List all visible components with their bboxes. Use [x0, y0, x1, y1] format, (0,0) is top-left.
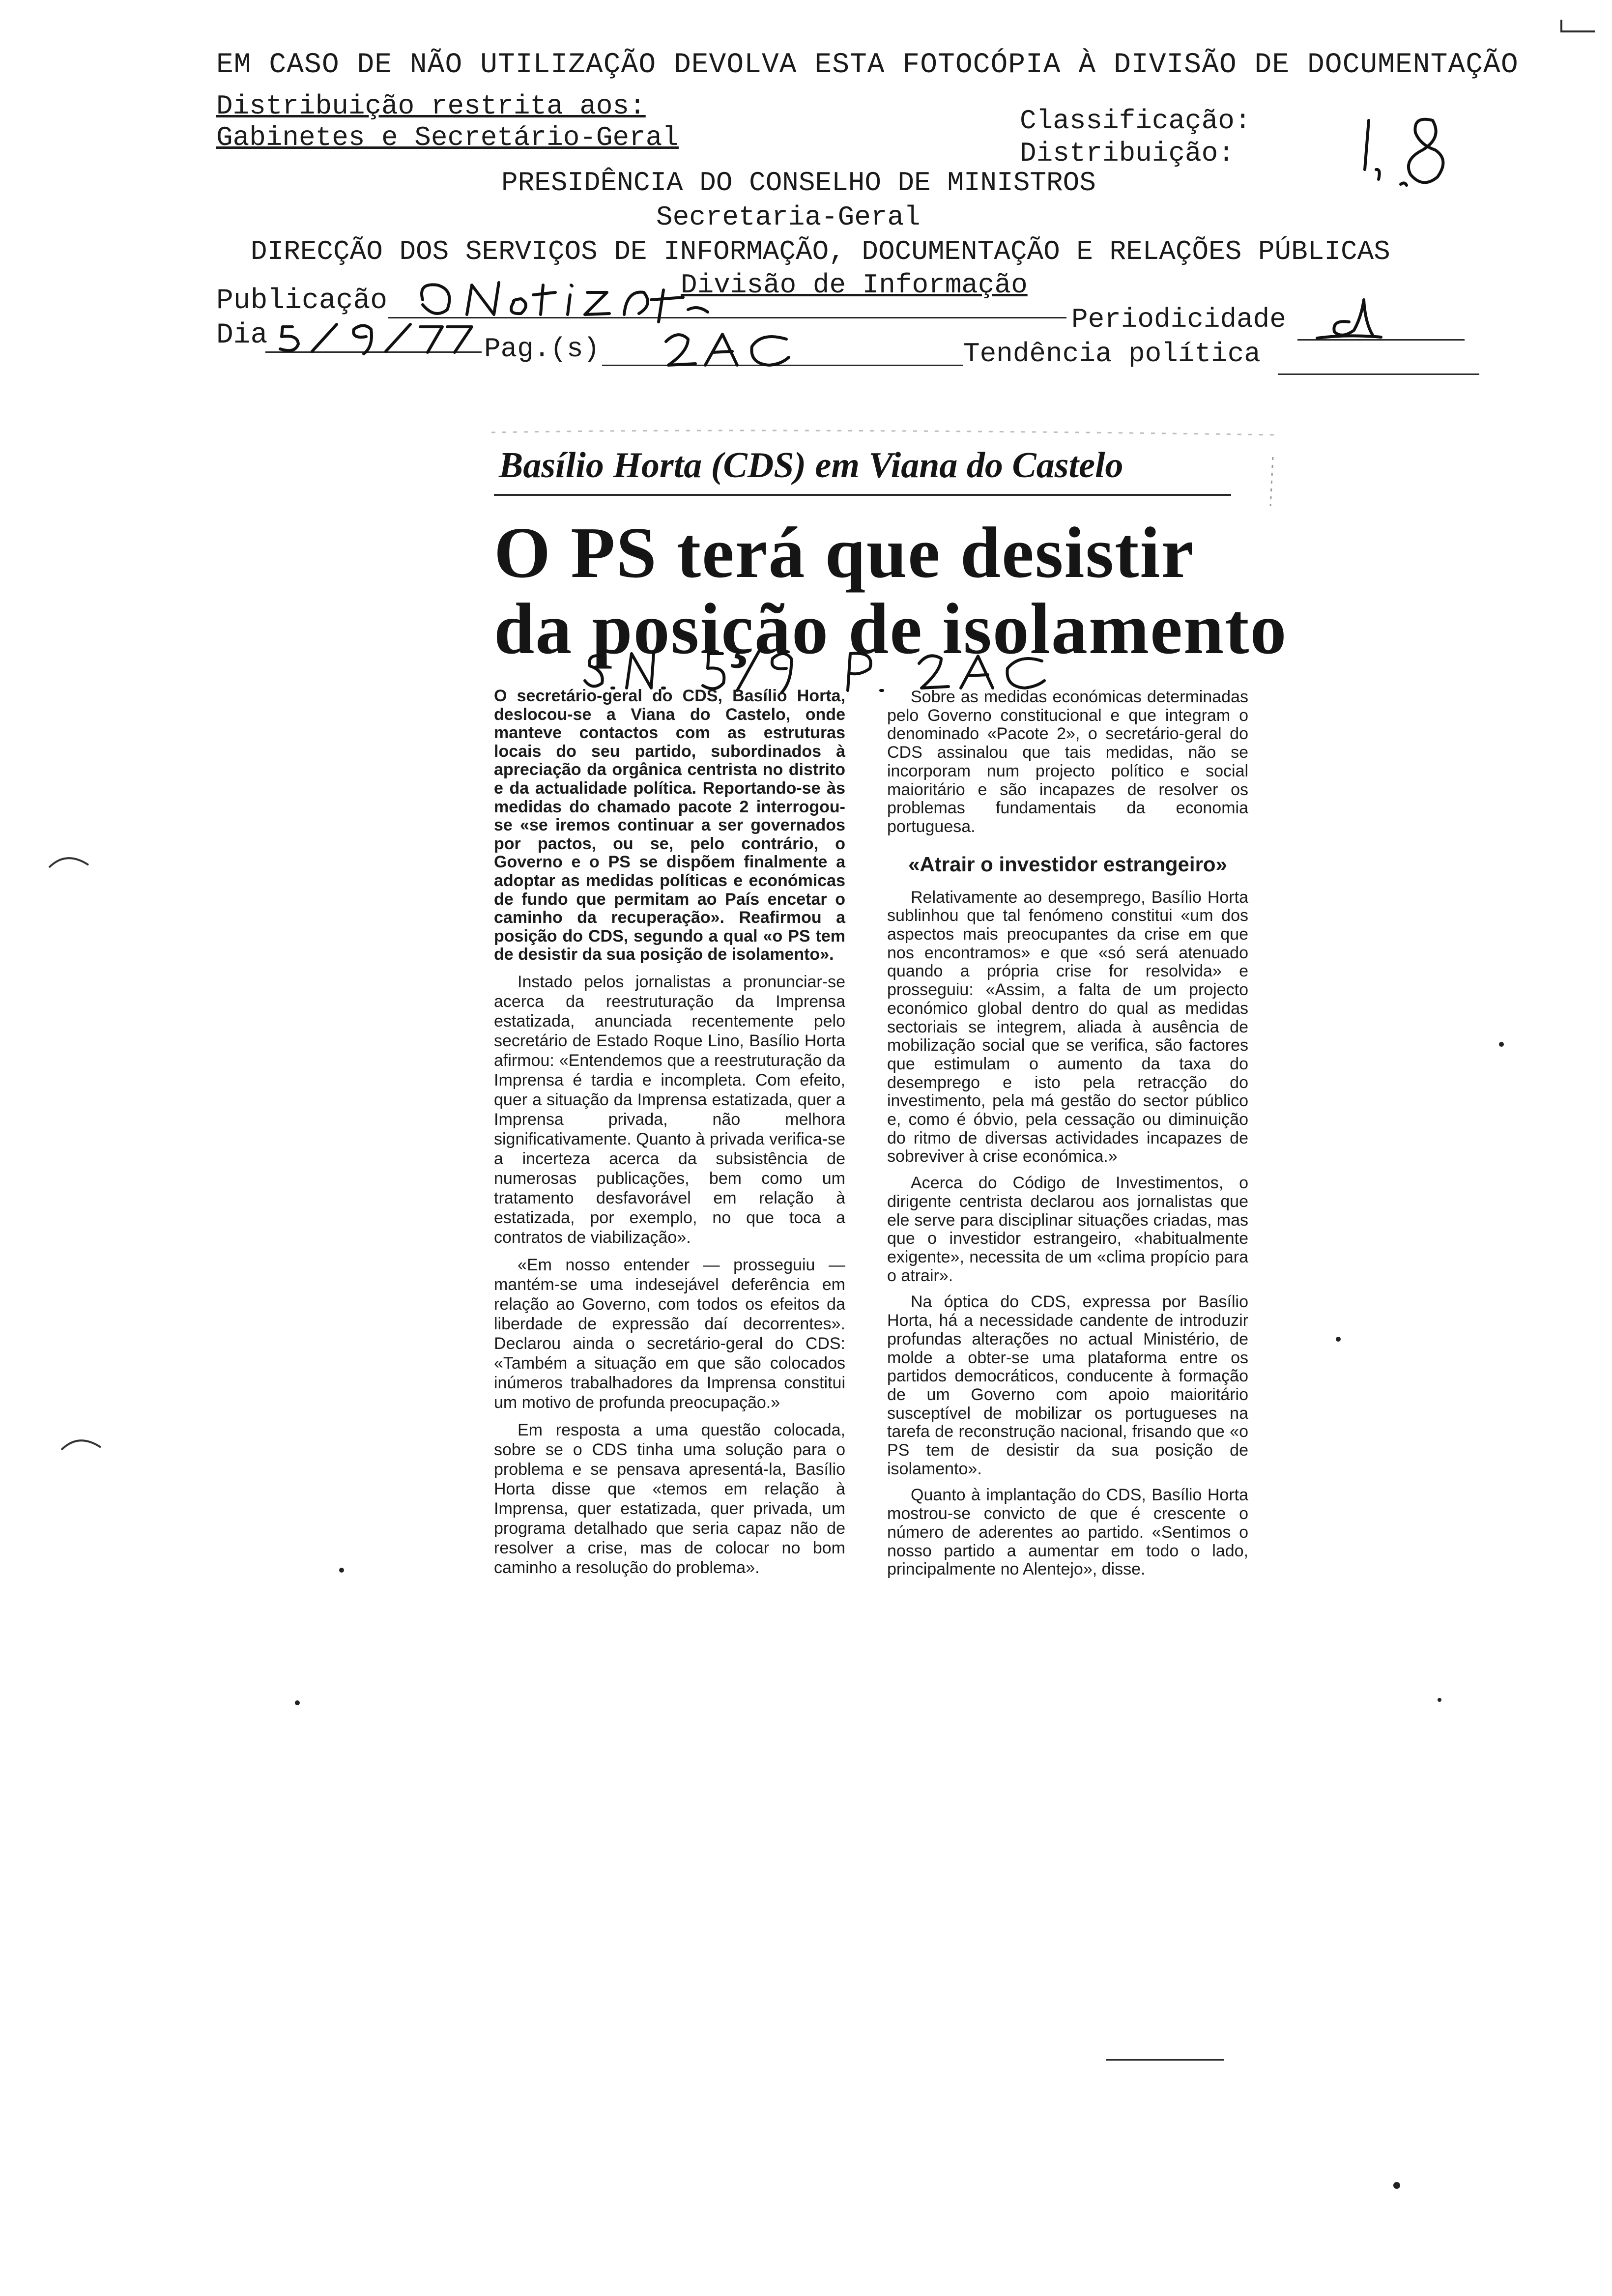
distribution-value-handwritten [1354, 111, 1457, 197]
day-value-handwritten [273, 317, 479, 359]
article-headline-line1: O PS terá que desistir [494, 513, 1195, 593]
article-headline-line2: da posição de isolamento [494, 589, 1288, 669]
article-paragraph: Sobre as medidas económicas determinadas pelo Governo constitucional e que integram o denominado «Pacote 2», o secretário-geral do CDS assinalou que tais medidas, não se incorporam num projecto político e social maioritário e são incapazes de resolver os problemas fundamentais da economia portuguesa. [887, 688, 1248, 836]
kicker-rule [494, 494, 1231, 496]
article-paragraph: Relativamente ao desemprego, Basílio Horta sublinhou que tal fenómeno constitui «um dos aspectos mais preocupantes da crise em que nos encontramos» e que «só será atenuado quando a própria crise for resolvida» e prosseguiu: «Assim, a falta de um projecto económico global dentro do qual as medidas sectoriais se integrem, aliada à ausência de mobilização social que se verifica, são factores que estimulam o aumento da taxa do desemprego e isto pela retracção do investimento, pela má gestão do sector público e, como é óbvio, pela cessação ou diminuição do ritmo de diversas actividades incapazes de sobreviver à crise económica.» [887, 888, 1248, 1166]
article-paragraph: Quanto à implantação do CDS, Basílio Horta mostrou-se convicto de que é crescente o número de aderentes ao partido. «Sentimos o nosso partido a aumentar em todo o lado, principalmente no Alentejo», disse. [887, 1486, 1248, 1579]
article-subheading: «Atrair o investidor estrangeiro» [908, 852, 1227, 876]
article-paragraph: Em resposta a uma questão colocada, sobre se o CDS tinha uma solução para o problema e se pensava apresentá-la, Basílio Horta disse que «temos em relação à Imprensa, quer estatizada, quer privada, um programa detalhado que seria capaz não de resolver a crise, mas de colocar no bom caminho a resolução do problema». [494, 1420, 845, 1577]
scan-speck [1336, 1337, 1341, 1342]
distribution-label: Distribuição: [1020, 138, 1235, 169]
day-label: Dia [216, 319, 268, 351]
tendency-underline [1278, 373, 1479, 375]
scan-speck [1393, 2182, 1400, 2189]
publication-label: Publicação [216, 285, 388, 317]
pages-value-handwritten [659, 327, 796, 373]
scan-speck [1499, 1042, 1504, 1047]
corner-mark [1560, 30, 1595, 32]
pages-label: Pag.(s) [484, 333, 600, 365]
classification-label: Classificação: [1020, 105, 1251, 137]
article-column-left [494, 687, 845, 1585]
article-column-right [887, 688, 1248, 1587]
directorate-title: DIRECÇÃO DOS SERVIÇOS DE INFORMAÇÃO, DOCUMENTAÇÃO E RELAÇÕES PÚBLICAS [251, 236, 1390, 267]
article-paragraph: Na óptica do CDS, expressa por Basílio Horta, há a necessidade candente de introduzir profundas alterações no actual Ministério, de molde a obter-se uma plataforma entre os partidos democráticos, conducente à formação de um Governo com apoio maioritário susceptível de mobilizar os portugueses na tarefa de reconstrução nacional, frisando que «o PS tem de desistir da sua posição de isolamento». [887, 1292, 1248, 1478]
article-kicker: Basílio Horta (CDS) em Viana do Castelo [499, 445, 1123, 486]
punch-mark [47, 845, 91, 877]
periodicity-value-handwritten [1312, 295, 1386, 346]
article-paragraph: Acerca do Código de Investimentos, o dirigente centrista declarou aos jornalistas que ele serve para disciplinar situações criadas, mas que o investidor estrangeiro, «habitualmente exigente», necessita de um «clima propício para o atrair». [887, 1174, 1248, 1285]
secretariat-title: Secretaria-Geral [656, 201, 921, 233]
return-instruction: EM CASO DE NÃO UTILIZAÇÃO DEVOLVA ESTA FOTOCÓPIA À DIVISÃO DE DOCUMENTAÇÃO [216, 49, 1519, 81]
periodicity-label: Periodicidade [1071, 304, 1286, 335]
article-end-rule [1106, 2059, 1224, 2061]
presidency-title: PRESIDÊNCIA DO CONSELHO DE MINISTROS [501, 167, 1096, 199]
scan-speck [1438, 1698, 1441, 1702]
article-paragraph: «Em nosso entender — prosseguiu — mantém-se uma indesejável deferência em relação ao Governo, com todos os efeitos da liberdade de expressão daí decorrentes». Declarou ainda o secretário-geral do CDS: «Também a situação em que são colocados inúmeros trabalhadores da Imprensa constitui um motivo de profunda preocupação.» [494, 1255, 845, 1412]
punch-mark [59, 1428, 103, 1460]
political-tendency-label: Tendência política [963, 338, 1261, 370]
scan-speck [339, 1568, 344, 1573]
division-title: Divisão de Informação [681, 269, 1028, 301]
distribution-restricted-label: Distribuição restrita aos: [216, 90, 646, 122]
cabinets-label: Gabinetes e Secretário-Geral [216, 122, 679, 153]
article-paragraph: O secretário-geral do CDS, Basílio Horta, deslocou-se a Viana do Castelo, onde manteve contactos com as estruturas locais do seu partido, subordinados à apreciação da orgânica centrista no distrito e da actualidade política. Reportando-se às medidas do chamado pacote 2 interrogou-se «se iremos continuar a ser governados por pactos, ou se, pelo contrário, o Governo e o PS se dispõem finalmente a adoptar as medidas políticas e económicas de fundo que permitam ao País encetar o caminho da recuperação». Reafirmou a posição do CDS, segundo a qual «o PS tem de desistir da sua posição de isolamento». [494, 687, 845, 964]
article-paragraph: Instado pelos jornalistas a pronunciar-se acerca da reestruturação da Imprensa estatizada, anunciada recentemente pelo secretário de Estado Roque Lino, Basílio Horta afirmou: «Entendemos que a reestruturação da Imprensa é tardia e incompleta. Com efeito, quer a situação da Imprensa estatizada, quer a Imprensa privada, não melhora significativamente. Quanto à privada verifica-se a incerteza acerca da subsistência de numerosas publicações, bem como um tratamento desfavorável em relação à estatizada, por exemplo, no que toca a contratos de viabilização». [494, 972, 845, 1247]
corner-mark-vertical [1560, 20, 1562, 32]
scan-speck [295, 1700, 300, 1705]
